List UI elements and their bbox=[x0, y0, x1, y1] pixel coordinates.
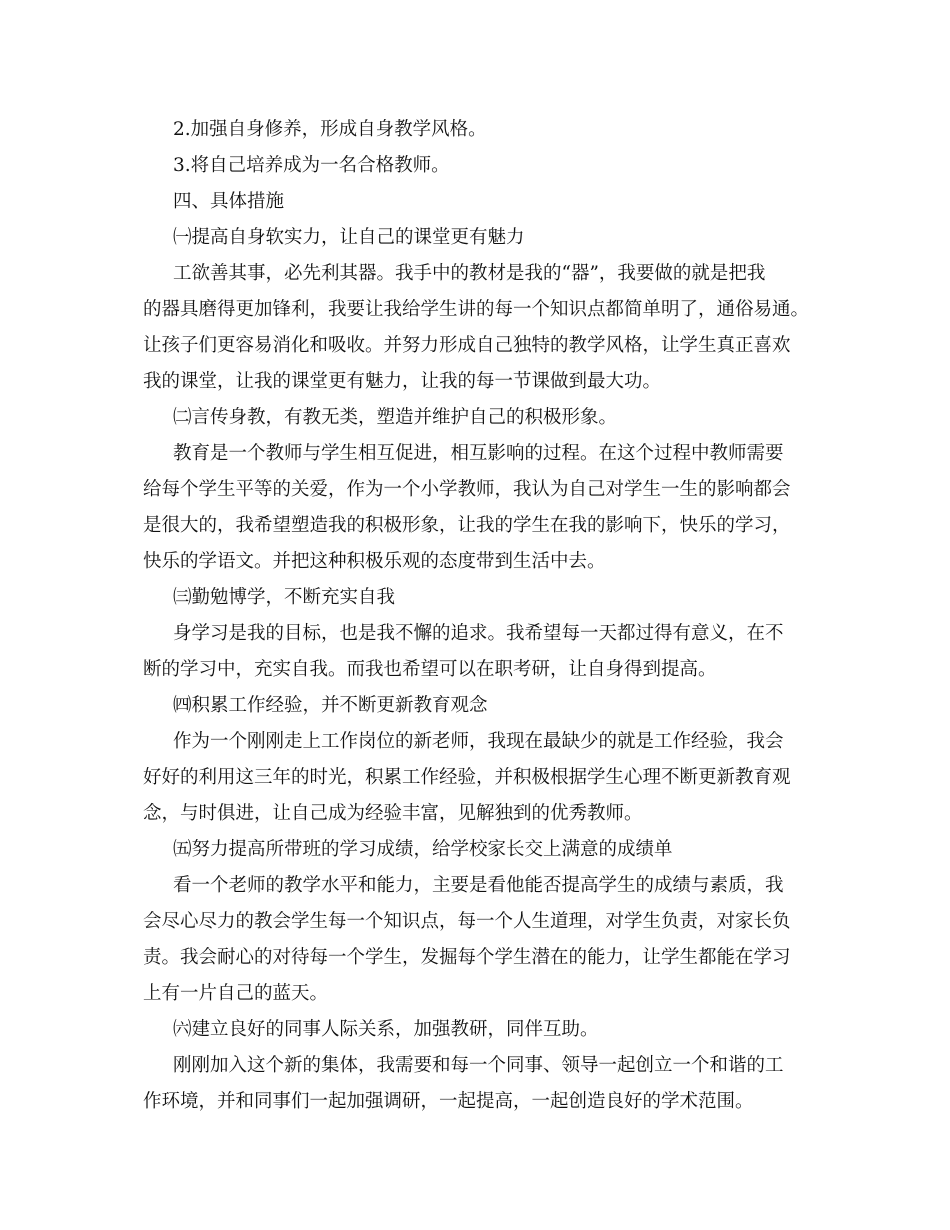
paragraph-line: 念，与时俱进，让自己成为经验丰富，见解独到的优秀教师。 bbox=[143, 803, 643, 824]
paragraph-line: 让孩子们更容易消化和吸收。并努力形成自己独特的教学风格，让学生真正喜欢 bbox=[143, 335, 791, 356]
paragraph-line: 给每个学生平等的关爱，作为一个小学教师，我认为自己对学生一生的影响都会 bbox=[143, 479, 791, 500]
paragraph-line-first: ㈤努力提高所带班的学习成绩，给学校家长交上满意的成绩单 bbox=[173, 839, 673, 860]
paragraph-line-first: 作为一个刚刚走上工作岗位的新老师，我现在最缺少的就是工作经验，我会 bbox=[173, 731, 784, 752]
paragraph-line: 断的学习中，充实自我。而我也希望可以在职考研，让自身得到提高。 bbox=[143, 659, 717, 680]
paragraph-line-first: ㈣积累工作经验，并不断更新教育观念 bbox=[173, 695, 488, 716]
paragraph-line-first: ㈠提高自身软实力，让自己的课堂更有魅力 bbox=[173, 227, 525, 248]
paragraph-line-first: ㈥建立良好的同事人际关系，加强教研，同伴互助。 bbox=[173, 1019, 599, 1040]
paragraph-line-first: 四、具体措施 bbox=[173, 191, 285, 212]
paragraph-line-first: 教育是一个教师与学生相互促进，相互影响的过程。在这个过程中教师需要 bbox=[173, 443, 784, 464]
paragraph-line: 是很大的，我希望塑造我的积极形象，让我的学生在我的影响下，快乐的学习， bbox=[143, 515, 791, 536]
paragraph-line: 快乐的学语文。并把这种积极乐观的态度带到生活中去。 bbox=[143, 551, 606, 572]
paragraph-line-first: ㈡言传身教，有教无类，塑造并维护自己的积极形象。 bbox=[173, 407, 618, 428]
paragraph-line-first: 看一个老师的教学水平和能力，主要是看他能否提高学生的成绩与素质，我 bbox=[173, 875, 784, 896]
paragraph-line-first: 工欲善其事，必先利其器。我手中的教材是我的“器”，我要做的就是把我 bbox=[173, 263, 766, 284]
paragraph-line-first: 身学习是我的目标，也是我不懈的追求。我希望每一天都过得有意义，在不 bbox=[173, 623, 784, 644]
paragraph-line: 作环境，并和同事们一起加强调研，一起提高，一起创造良好的学术范围。 bbox=[143, 1091, 754, 1112]
paragraph-line: 会尽心尽力的教会学生每一个知识点，每一个人生道理，对学生负责，对家长负 bbox=[143, 911, 791, 932]
paragraph-line: 好好的利用这三年的时光，积累工作经验，并积极根据学生心理不断更新教育观 bbox=[143, 767, 791, 788]
paragraph-line: 上有一片自己的蓝天。 bbox=[143, 983, 329, 1004]
document-body bbox=[143, 112, 813, 1120]
paragraph-line-first: 2.加强自身修养，形成自身教学风格。 bbox=[173, 119, 487, 140]
paragraph-line-first: ㈢勤勉博学，不断充实自我 bbox=[173, 587, 396, 608]
paragraph-line: 的器具磨得更加锋利，我要让我给学生讲的每一个知识点都简单明了，通俗易通。 bbox=[143, 299, 810, 320]
paragraph-line-first: 3.将自己培养成为一名合格教师。 bbox=[173, 155, 450, 176]
paragraph-line: 责。我会耐心的对待每一个学生，发掘每个学生潜在的能力，让学生都能在学习 bbox=[143, 947, 791, 968]
paragraph-line: 我的课堂，让我的课堂更有魅力，让我的每一节课做到最大功。 bbox=[143, 371, 662, 392]
paragraph-line-first: 刚刚加入这个新的集体，我需要和每一个同事、领导一起创立一个和谐的工 bbox=[173, 1055, 784, 1076]
